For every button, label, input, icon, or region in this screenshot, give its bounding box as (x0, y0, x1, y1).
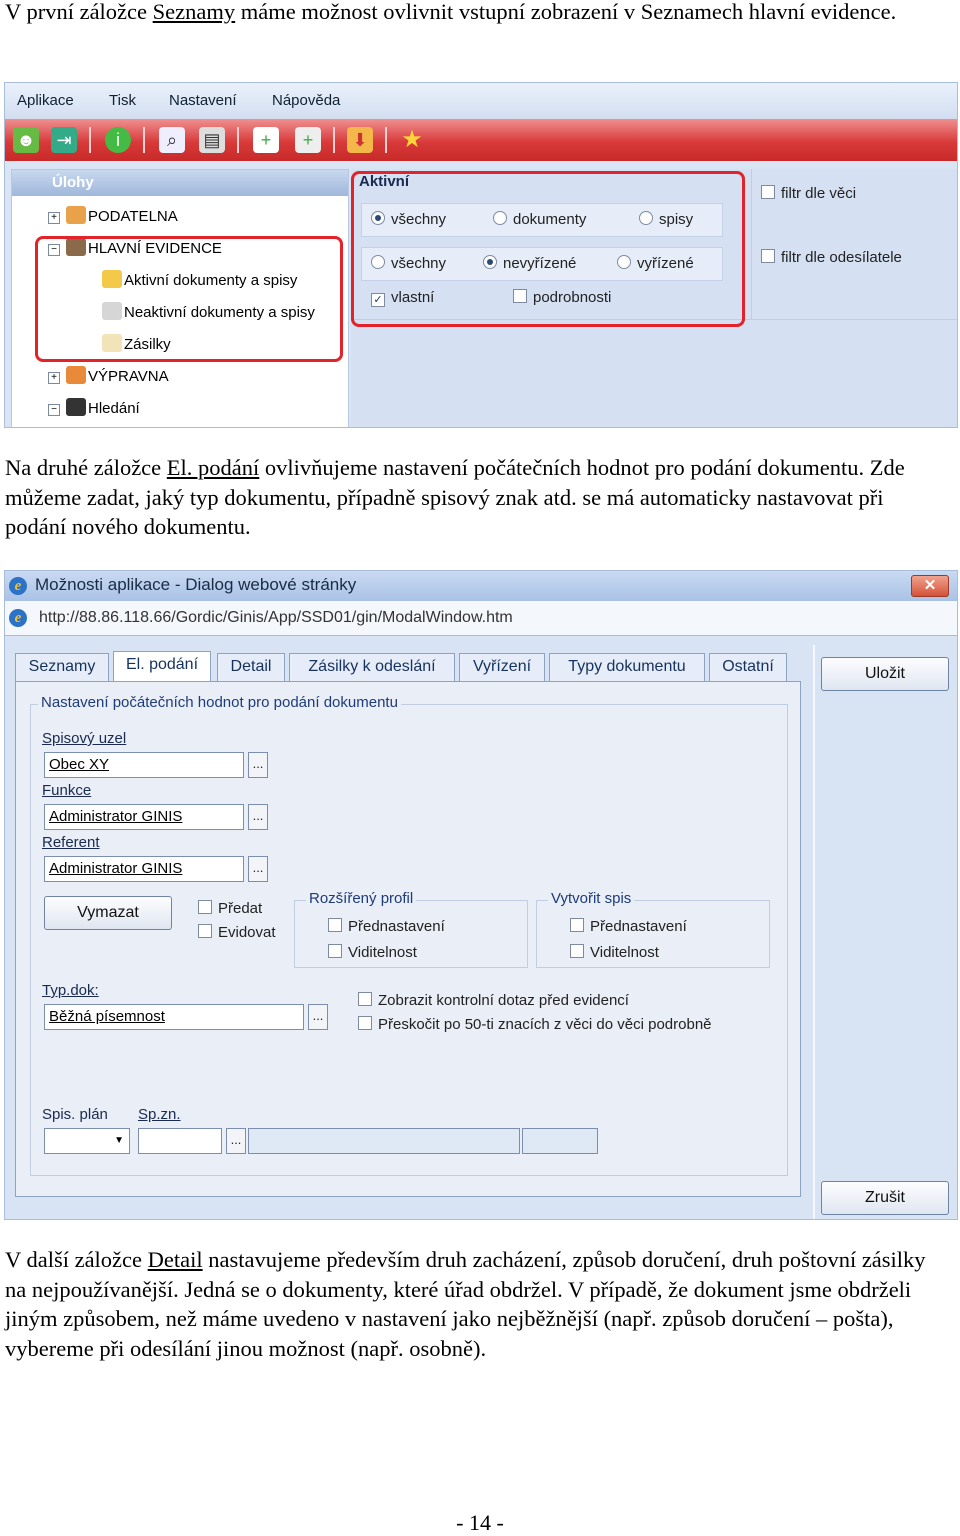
favorite-star-icon[interactable]: ★ (401, 126, 423, 153)
menu-tisk[interactable]: Tisk (109, 92, 136, 109)
address-url: http://88.86.118.66/Gordic/Ginis/App/SSD01/gin/ModalWindow.htm (39, 609, 513, 626)
highlight-filters (351, 171, 745, 327)
checkbox-predat[interactable]: Předat (198, 900, 262, 917)
checkbox-podrobnosti[interactable]: podrobnosti (513, 289, 611, 306)
ie-icon: e (9, 609, 27, 627)
spis-plan-label: Spis. plán (42, 1106, 108, 1123)
checkbox-vlastni[interactable]: ✓ vlastní (371, 289, 434, 307)
inbox-icon (66, 206, 86, 224)
spis-plan-select[interactable] (44, 1128, 130, 1154)
tab-ostatni[interactable]: Ostatní (709, 653, 787, 681)
menu-aplikace[interactable]: Aplikace (17, 92, 74, 109)
tab-zasilky-k-odeslani[interactable]: Zásilky k odeslání (289, 653, 455, 681)
tab-el-podani[interactable]: El. podání (113, 651, 211, 683)
referent-field[interactable]: Administrator GINIS (44, 856, 244, 882)
radio-vsechny-1[interactable]: všechny (371, 211, 446, 228)
checkbox-filtr-dle-veci[interactable]: filtr dle věci (761, 185, 856, 202)
tasks-header (12, 170, 348, 196)
tree-label: HLAVNÍ EVIDENCE (88, 240, 222, 257)
dialog-titlebar (5, 571, 957, 601)
tree-item-hledani[interactable] (48, 398, 140, 417)
toolbar-separator (143, 127, 145, 153)
toolbar-separator (89, 127, 91, 153)
radio-vsechny-2[interactable]: všechny (371, 255, 446, 272)
paragraph-text: ovlivňujeme nastavení počátečních hodnot pro podání dokumentu. Zde můžeme zadat, jaký typ dokumentu, případně spisový znak atd. se má automaticky nastavovat při podání nového dokumentu. (5, 455, 905, 539)
checkbox-spis-prednastaveni[interactable]: Přednastavení (570, 918, 687, 935)
vymazat-button[interactable]: Vymazat (44, 896, 172, 930)
rozsireny-profil-legend: Rozšířený profil (306, 890, 416, 907)
fieldset-legend: Nastavení počátečních hodnot pro podání dokumentu (38, 694, 401, 711)
filter-group-title: Aktivní (359, 173, 410, 190)
tab-detail[interactable]: Detail (217, 653, 285, 681)
new-document-icon[interactable]: + (253, 127, 279, 153)
tab-vyrizeni[interactable]: Vyřízení (459, 653, 545, 681)
radio-nevyrizene[interactable]: nevyřízené (483, 255, 576, 272)
toolbar-separator (333, 127, 335, 153)
referent-label[interactable]: Referent (42, 834, 100, 851)
ie-icon: e (9, 577, 27, 595)
paragraph-text: Na druhé záložce (5, 455, 167, 480)
menu-napoveda[interactable]: Nápověda (272, 92, 341, 109)
toolbar-separator (385, 127, 387, 153)
paragraph-text: nastavujeme především druh zacházení, způsob doručení, druh poštovní zásilky na nejpoužívanější. Jedná se o dokumenty, které úřad obdržel. V případě, že dokument jsme obdrželi jiným způsobem, než máme uvedeno v nastavení jako nejběžnější (např. způsob doručení – pošta), vybereme při odesílání jinou možnost (např. osobně). (5, 1247, 926, 1361)
dialog-title: Možnosti aplikace - Dialog webové stránky (35, 575, 357, 594)
tasks-header-label: Úlohy (52, 174, 94, 191)
paragraph-text: V první záložce (5, 0, 153, 24)
add-icon[interactable]: + (295, 127, 321, 153)
sp-zn-text-field (248, 1128, 520, 1154)
referent-browse-button[interactable]: ... (248, 856, 268, 882)
sp-zn-extra-field (522, 1128, 598, 1154)
funkce-label[interactable]: Funkce (42, 782, 92, 799)
outbox-icon (66, 366, 86, 384)
tab-panel-el-podani (15, 681, 801, 1197)
tab-seznamy[interactable]: Seznamy (15, 653, 109, 681)
checkbox-evidovat[interactable]: Evidovat (198, 924, 276, 941)
tree-label: PODATELNA (88, 208, 178, 225)
expand-icon[interactable]: + (48, 372, 60, 384)
close-button[interactable]: ✕ (911, 575, 949, 597)
checkbox-spis-viditelnost[interactable]: Viditelnost (570, 944, 659, 961)
collapse-icon[interactable]: − (48, 244, 60, 256)
typ-dok-field[interactable]: Běžná písemnost (44, 1004, 304, 1030)
address-bar (5, 601, 957, 636)
paragraph-text: máme možnost ovlivnit vstupní zobrazení v Seznamech hlavní evidence. (235, 0, 897, 24)
expand-icon[interactable]: + (48, 212, 60, 224)
tree-label: Zásilky (124, 336, 171, 353)
paragraph-link-detail: Detail (147, 1247, 203, 1272)
screenshot-main-window (4, 82, 958, 428)
funkce-field[interactable]: Administrator GINIS (44, 804, 244, 830)
menu-nastaveni[interactable]: Nastavení (169, 92, 237, 109)
import-icon[interactable]: ⬇ (347, 127, 373, 153)
spisovy-uzel-field[interactable]: Obec XY (44, 752, 244, 778)
paragraph-1 (5, 0, 950, 27)
paragraph-link-seznamy: Seznamy (152, 0, 236, 24)
tab-typy-dokumentu[interactable]: Typy dokumentu (549, 653, 705, 681)
paragraph-3 (5, 1245, 950, 1363)
spisovy-uzel-browse-button[interactable]: ... (248, 752, 268, 778)
spisovy-uzel-label[interactable]: Spisový uzel (42, 730, 127, 747)
typ-dok-label[interactable]: Typ.dok: (42, 982, 99, 999)
tree-item-vypravna[interactable] (48, 366, 169, 385)
funkce-browse-button[interactable]: ... (248, 804, 268, 830)
tree-label: VÝPRAVNA (88, 368, 169, 385)
paragraph-text: V další záložce (5, 1247, 148, 1272)
paragraph-2 (5, 453, 950, 542)
page-number: - 14 - (456, 1510, 504, 1535)
checkbox-zobrazit-dotaz[interactable]: Zobrazit kontrolní dotaz před evidencí (358, 992, 629, 1009)
ulozit-button[interactable]: Uložit (821, 657, 949, 691)
toolbar-separator (237, 127, 239, 153)
menu-bar (5, 83, 957, 119)
radio-vyrizene[interactable]: vyřízené (617, 255, 694, 272)
radio-spisy[interactable]: spisy (639, 211, 693, 228)
radio-dokumenty[interactable]: dokumenty (493, 211, 586, 228)
exit-icon[interactable]: ⇥ (51, 127, 77, 153)
info-icon[interactable]: i (105, 127, 131, 153)
toolbar (5, 119, 957, 161)
print-icon[interactable]: ▤ (199, 127, 225, 153)
screenshot-options-dialog (4, 570, 958, 1220)
tree-label: Neaktivní dokumenty a spisy (124, 304, 315, 321)
divider (813, 645, 815, 1219)
sp-zn-label[interactable]: Sp.zn. (138, 1106, 181, 1123)
checkbox-preskocit[interactable]: Přeskočit po 50-ti znacích z věci do věci podrobně (358, 1016, 712, 1033)
checkbox-profil-prednastaveni[interactable]: Přednastavení (328, 918, 445, 935)
typ-dok-browse-button[interactable]: ... (308, 1004, 328, 1030)
checkbox-filtr-dle-odesilatele[interactable]: filtr dle odesílatele (761, 249, 902, 266)
dropdown-arrow-icon: ▼ (114, 1135, 124, 1146)
paragraph-link-el-podani: El. podání (166, 455, 260, 480)
tree-item-podatelna[interactable] (48, 206, 178, 225)
checkbox-profil-viditelnost[interactable]: Viditelnost (328, 944, 417, 961)
highlight-hlavni-evidence (35, 236, 343, 362)
tree-label: Aktivní dokumenty a spisy (124, 272, 298, 289)
collapse-icon[interactable]: − (48, 404, 60, 416)
preview-icon[interactable]: ⌕ (159, 127, 185, 153)
divider (751, 169, 752, 319)
zrusit-button[interactable]: Zrušit (821, 1181, 949, 1215)
sp-zn-browse-button[interactable]: ... (226, 1128, 246, 1154)
sp-zn-field[interactable] (138, 1128, 222, 1154)
vytvorit-spis-legend: Vytvořit spis (548, 890, 634, 907)
users-icon[interactable]: ☻ (13, 127, 39, 153)
binoculars-icon (66, 398, 86, 416)
tree-label: Hledání (88, 400, 140, 417)
